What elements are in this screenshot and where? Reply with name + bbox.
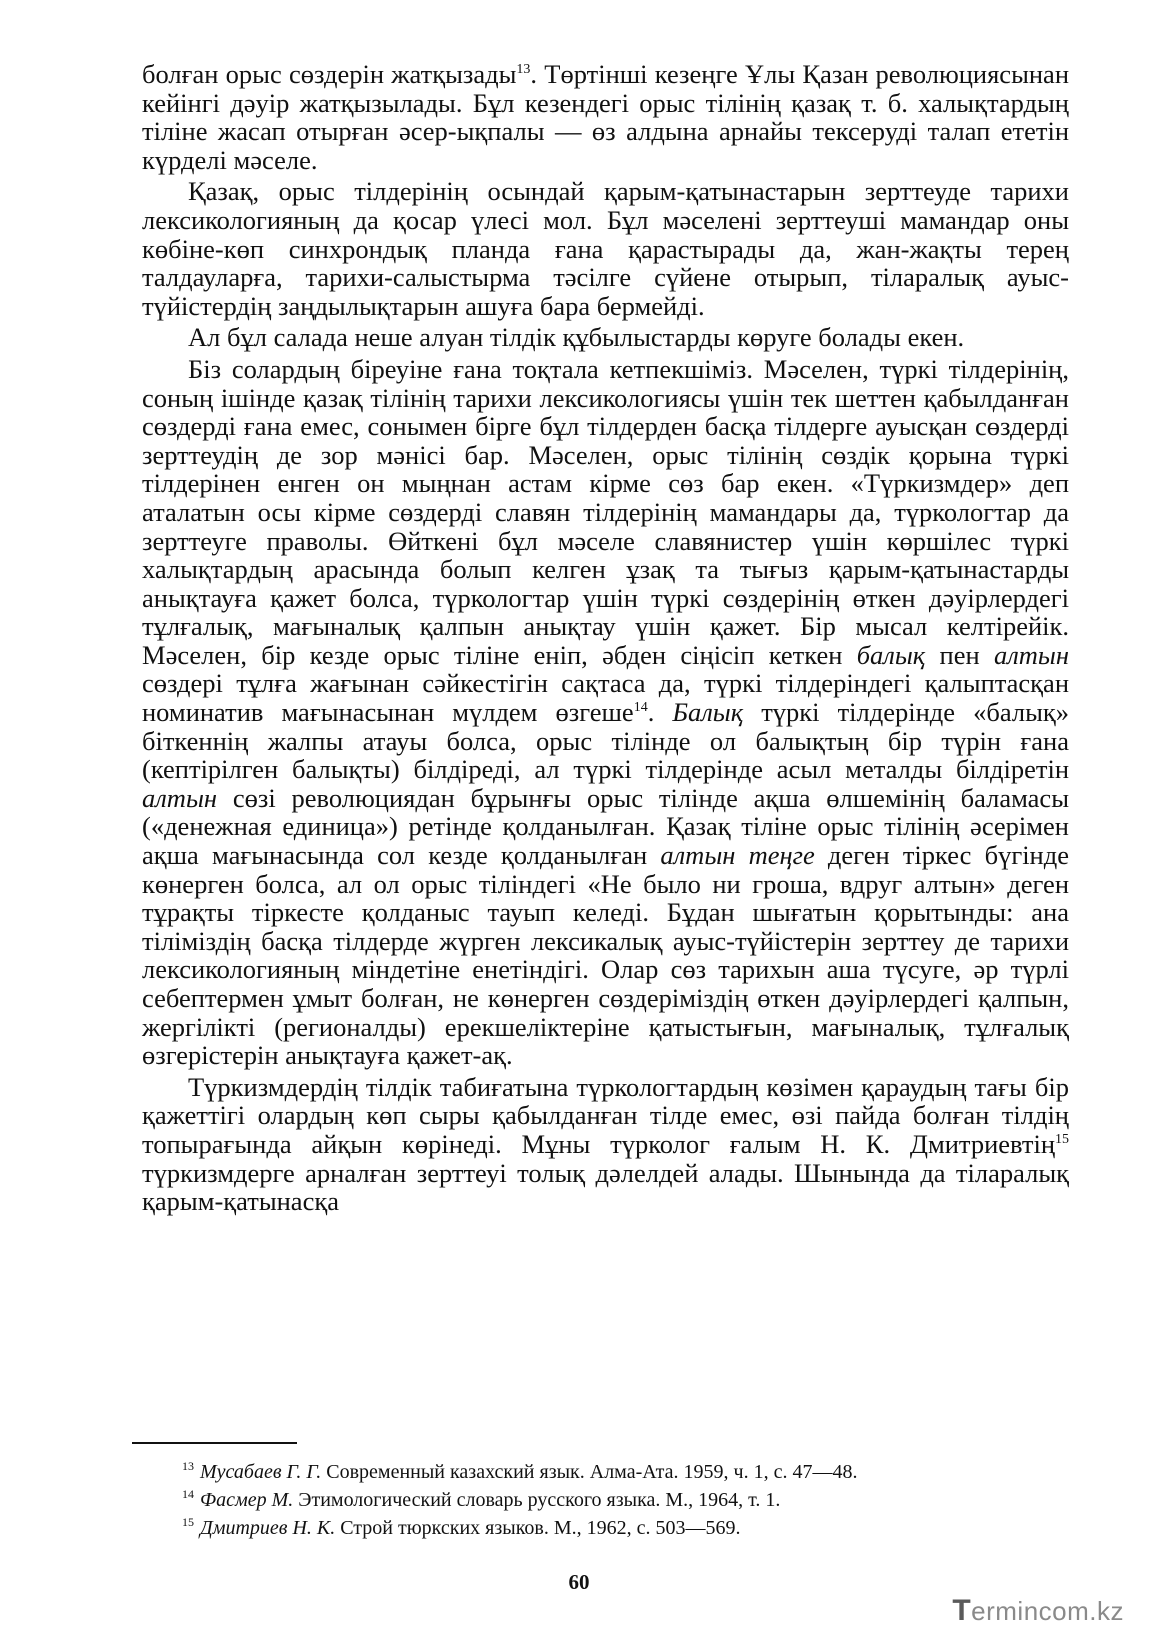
footnote-ref: 14 [633,700,648,716]
text-run: Түркизмдердің тілдік табиғатына түркологтардың көзімен қараудың тағы бір қажеттігі олардың көп сыры қабылданған тілде емес, өзі пайда болған тілдің топырағында айқын көрінеді. Мұны түрколог ғалым Н. К. Дмитриевтің [142,1071,1069,1159]
footnote-text: Современный казахский язык. Алма-Ата. 1959, ч. 1, с. 47—48. [321,1461,858,1483]
text-run: сөздері тұлға жағынан сәйкестігін сақтаса да, түркі тілдеріндегі қалыптасқан номинатив мағынасынан мүлдем өзгеше [142,668,1069,728]
watermark-mark: T [952,1594,972,1627]
paragraph [142,355,1069,1070]
text-run: Қазақ, орыс тілдерінің осындай қарым-қатынастарын зерттеуде тарихи лексикологияның да қосар үлесі мол. Бұл мәселені зерттеуші мамандар оны көбіне-көп синхрондық планда ғана қарастырады да, жан-жақты терең талдауларға, тарихи-салыстырма тәсілге сүйене отырып, тіларалық ауыс-түйістердің заңдылықтарын ашуға бара бермейді. [142,176,1069,321]
text-run: сөзі революциядан бұрынғы орыс тілінде ақша өлшемінің баламасы («денежная единица») ретінде қолданылған. Қазақ тіліне орыс тілінің әсерімен ақша мағынасында сол кезде қолданылған [142,782,1069,871]
footnotes [182,1458,1062,1542]
italic-term: алтын [142,782,218,813]
text-run: түркі тілдерінде «балық» біткеннің жалпы атауы болса, орыс тілінде ол балықтың бір түрін ғана (кептірілген балықты) білдіреді, ал түркі тілдерінде асыл металды білдіретін [142,697,1069,785]
footnote-text: Строй тюркских языков. М., 1962, с. 503—569. [335,1517,741,1539]
paragraph [142,323,1069,352]
text-run: деген тіркес бүгінде көнерген болса, ал ол орыс тіліндегі «Не было ни гроша, вдруг алтын» деген тұрақты тіркесте қолданыс тауып келеді. Бұдан шығатын қорытынды: ана тіліміздің басқа тілдерде жүрген лексикалық ауыс-түйістерін зерттеу де тарихи лексикологияның міндетіне енетіндігі. Олар сөз тарихын аша түсуге, әр түрлі себептермен ұмыт болған, не көнерген сөздеріміздің өткен дәуірлердегі қалпын, жергілікті (регионалды) ерекшеліктеріне қатыстығын, мағыналық, тұлғалық өзгерістерін анықтауға қажет-ақ. [142,840,1069,1071]
footnote [182,1514,1062,1542]
text-run: болған орыс сөздерін жатқызады [142,59,517,89]
footnote [182,1458,1062,1486]
page-number: 60 [568,1570,590,1594]
footnote-number: 15 [182,1515,194,1530]
footnote-number: 14 [182,1487,194,1502]
footnote-text: Этимологический словарь русского языка. М., 1964, т. 1. [293,1489,781,1511]
text-run: . [647,697,673,728]
footnote-number: 13 [182,1459,194,1474]
paragraph [142,177,1069,320]
paragraph [142,1073,1069,1216]
footnote [182,1486,1062,1514]
main-text [142,60,1069,1216]
text-run: пен [925,639,994,670]
text-run: Ал бұл салада неше алуан тілдік құбылыстарды көруге болады екен. [188,322,965,353]
footnote-author: Мусабаев Г. Г. [200,1461,322,1483]
footnote-author: Дмитриев Н. К. [200,1517,336,1539]
footnote-ref: 15 [1055,1132,1069,1148]
italic-term: алтын [993,639,1069,670]
footnote-divider [132,1442,297,1444]
italic-term: Балық [672,697,744,728]
text-run: түркизмдерге арналған зерттеуі толық дәлелдей алады. Шынында да тіларалық қарым-қатынасқа [142,1157,1069,1217]
text-run: . Төртінші кезеңге Ұлы Қазан революциясынан кейінгі дәуір жатқызылады. Бұл кезендегі орыс тілінің қазақ т. б. халықтардың тіліне жасап отырған әсер-ықпалы — өз алдына арнайы тексеруді талап ететін күрделі мәселе. [142,59,1069,175]
text-run: Біз солардың біреуіне ғана тоқтала кетпекшіміз. Мәселен, түркі тілдерінің, соның ішінде қазақ тілінің тарихи лексикологиясы үшін тек шеттен қабылданған сөздерді ғана емес, сонымен бірге бұл тілдерден басқа тілдерге ауысқан сөздерді зерттеудің де зор мәнісі бар. Мәселен, орыс тілінің сөздік қорына түркі тілдерінен енген он мыңнан астам кірме сөз бар екен. «Түркизмдер» деп аталатын осы кірме сөздерді славян тілдерінің мамандары да, түркологтар да зерттеуге праволы. Өйткені бұл мәселе славянистер үшін көршілес түркі халықтардың арасында болып келген ұзақ та тығыз қарым-қатынастарды анықтауға қажет болса, түркологтар үшін түркі сөздерінің өткен дәуірлердегі тұлғалық, мағыналық қалпын анықтау үшін қажет. Бір мысал келтірейік. Мәселен, бір кезде орыс тіліне еніп, әбден сіңісіп кеткен [142,353,1069,670]
italic-term: балық [856,639,926,670]
watermark-text: ermincom.kz [971,1596,1124,1626]
paragraph [142,60,1069,174]
footnote-ref: 13 [516,62,531,78]
italic-term: алтын теңге [660,840,815,871]
footnote-author: Фасмер М. [200,1489,294,1511]
watermark-logo [952,1594,1124,1628]
